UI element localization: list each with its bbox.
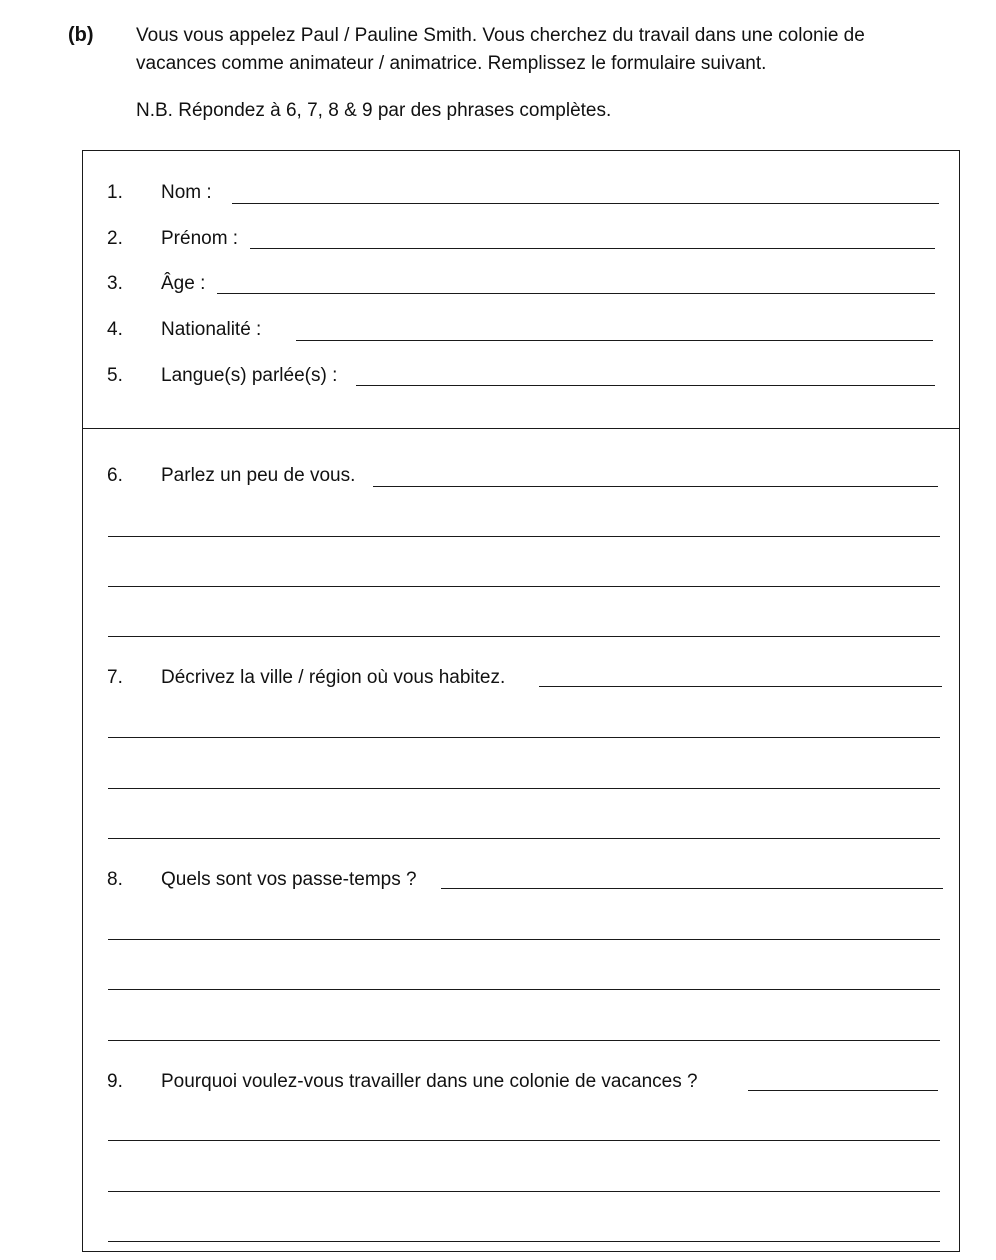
answer-line[interactable] bbox=[748, 1090, 938, 1091]
question-label: Parlez un peu de vous. bbox=[161, 465, 356, 486]
question-label: Quels sont vos passe-temps ? bbox=[161, 869, 417, 890]
langues-answer-line[interactable] bbox=[356, 385, 935, 386]
answer-line[interactable] bbox=[108, 1241, 940, 1242]
age-answer-line[interactable] bbox=[217, 293, 935, 294]
answer-line[interactable] bbox=[108, 939, 940, 940]
field-label: Nom : bbox=[161, 182, 212, 203]
answer-line[interactable] bbox=[539, 686, 942, 687]
answer-line[interactable] bbox=[108, 989, 940, 990]
field-number: 1. bbox=[107, 182, 123, 203]
question-label: Pourquoi voulez-vous travailler dans une colonie de vacances ? bbox=[161, 1071, 698, 1092]
answer-line[interactable] bbox=[108, 586, 940, 587]
field-label: Prénom : bbox=[161, 228, 239, 249]
question-label: Décrivez la ville / région où vous habitez. bbox=[161, 667, 506, 688]
question-number: 6. bbox=[107, 465, 123, 486]
question-number: 9. bbox=[107, 1071, 123, 1092]
answer-line[interactable] bbox=[108, 1140, 940, 1141]
field-label: Âge : bbox=[161, 273, 206, 294]
nom-answer-line[interactable] bbox=[232, 203, 939, 204]
answer-line[interactable] bbox=[441, 888, 943, 889]
answer-line[interactable] bbox=[108, 536, 940, 537]
question-number: 7. bbox=[107, 667, 123, 688]
answer-line[interactable] bbox=[108, 838, 940, 839]
instruction-line-2: vacances comme animateur / animatrice. Remplissez le formulaire suivant. bbox=[136, 53, 767, 74]
field-number: 4. bbox=[107, 319, 123, 340]
part-label: (b) bbox=[68, 24, 94, 46]
answer-line[interactable] bbox=[108, 1040, 940, 1041]
answer-line[interactable] bbox=[108, 788, 940, 789]
answer-line[interactable] bbox=[108, 1191, 940, 1192]
answer-line[interactable] bbox=[373, 486, 938, 487]
field-number: 3. bbox=[107, 273, 123, 294]
field-number: 5. bbox=[107, 365, 123, 386]
prenom-answer-line[interactable] bbox=[250, 248, 935, 249]
completion-note: N.B. Répondez à 6, 7, 8 & 9 par des phrases complètes. bbox=[136, 100, 612, 121]
instruction-line-1: Vous vous appelez Paul / Pauline Smith. Vous cherchez du travail dans une colonie de bbox=[136, 25, 865, 46]
section-divider bbox=[82, 428, 960, 429]
field-number: 2. bbox=[107, 228, 123, 249]
field-label: Langue(s) parlée(s) : bbox=[161, 365, 338, 386]
field-label: Nationalité : bbox=[161, 319, 262, 340]
answer-line[interactable] bbox=[108, 636, 940, 637]
question-number: 8. bbox=[107, 869, 123, 890]
answer-line[interactable] bbox=[108, 737, 940, 738]
nationalite-answer-line[interactable] bbox=[296, 340, 933, 341]
